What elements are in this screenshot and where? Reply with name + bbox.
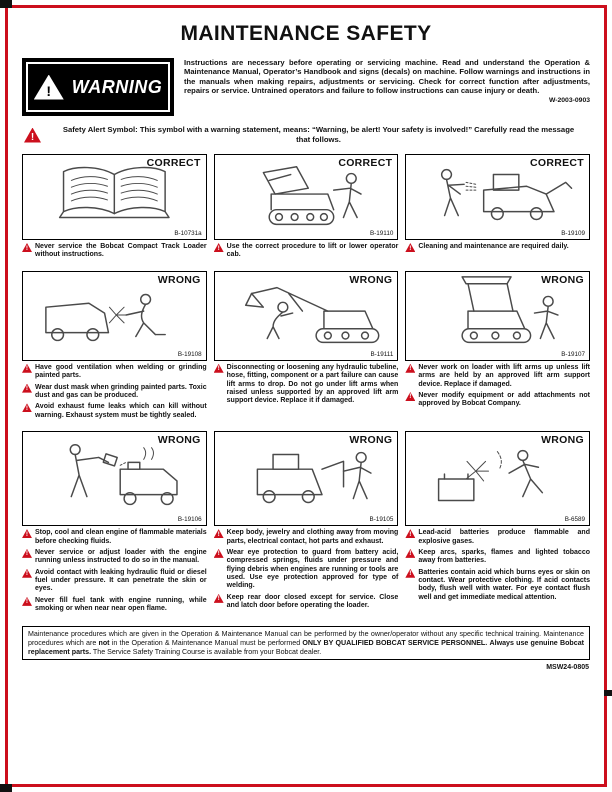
warning-triangle-icon bbox=[214, 529, 224, 538]
safety-note-text: Avoid exhaust fume leaks which can kill without warning. Exhaust system must be tightly sealed. bbox=[35, 403, 207, 419]
safety-alert-text: Safety Alert Symbol: This symbol with a warning statement, means: “Warning, be alert! Your safety is involved!” Carefully read the message that follows. bbox=[62, 125, 575, 144]
safety-note-text: Wear eye protection to guard from battery acid, compressed springs, fluids under pressure and flying debris when engines are running or tools are used. Use eye protection approved for type of welding. bbox=[226, 548, 399, 590]
figure-id: B-19111 bbox=[370, 350, 394, 358]
safety-note bbox=[22, 384, 207, 401]
illustration-box bbox=[405, 431, 590, 526]
warning-triangle-icon bbox=[22, 243, 32, 252]
safety-note-text: Keep arcs, sparks, flames and lighted tobacco away from batteries. bbox=[418, 548, 590, 565]
footer-segment: Always use genuine Bobcat replacement parts. bbox=[28, 638, 584, 656]
safety-note bbox=[214, 529, 399, 546]
status-label: CORRECT bbox=[146, 157, 201, 169]
safety-panel bbox=[405, 154, 590, 260]
safety-note-text: Never work on loader with lift arms up unless lift arms are held by an approved lift arm support device. Replace if damaged. bbox=[418, 363, 590, 388]
illustration-box bbox=[214, 271, 399, 361]
warning-body-text: Instructions are necessary before operating or servicing machine. Read and understand the Operation & Maintenance Manual, Operator’s Handbook and signs (decals) on machine. Follow warnings and instructions in the manuals when making repairs, adjustments or servicing. Check for correct function after adjustments, repairs or service. Untrained operators and failure to follow instructions can cause injury or death. bbox=[184, 58, 590, 96]
status-label: CORRECT bbox=[338, 157, 393, 169]
illustration-box bbox=[22, 431, 207, 526]
illustration-box bbox=[214, 431, 399, 526]
warning-triangle-icon bbox=[405, 549, 415, 558]
safety-note bbox=[405, 243, 590, 252]
illustration-box bbox=[214, 154, 399, 240]
safety-note bbox=[22, 529, 207, 546]
safety-note-text: Lead-acid batteries produce flammable and explosive gases. bbox=[418, 529, 590, 545]
warning-triangle-icon bbox=[405, 529, 415, 538]
safety-panel bbox=[214, 431, 399, 614]
warning-triangle-icon bbox=[214, 594, 224, 603]
warning-triangle-icon bbox=[214, 549, 224, 558]
safety-note bbox=[214, 549, 399, 591]
footer-segment: ONLY BY QUALIFIED BOBCAT SERVICE PERSONNEL. bbox=[302, 638, 488, 647]
warning-triangle-icon bbox=[405, 243, 415, 252]
figure-id: B-6589 bbox=[564, 516, 585, 524]
print-mark bbox=[604, 690, 612, 696]
safety-note bbox=[214, 243, 399, 260]
safety-note bbox=[214, 594, 399, 611]
warning-banner bbox=[22, 58, 590, 116]
print-mark bbox=[0, 784, 12, 792]
illustration-box bbox=[22, 271, 207, 361]
warning-triangle-icon bbox=[22, 384, 32, 393]
warning-triangle-icon bbox=[22, 529, 32, 538]
status-label: WRONG bbox=[157, 434, 201, 447]
illustration-box bbox=[405, 154, 590, 240]
safety-note bbox=[214, 364, 399, 406]
warning-triangle-icon bbox=[22, 597, 32, 606]
warning-triangle-icon bbox=[22, 549, 32, 558]
warning-triangle-icon bbox=[405, 364, 415, 373]
warning-triangle-icon bbox=[405, 569, 415, 578]
safety-note-text: Keep body, jewelry and clothing away from moving parts, electrical contact, hot parts and exhaust. bbox=[226, 529, 399, 545]
page-title: MAINTENANCE SAFETY bbox=[180, 22, 432, 45]
status-label: WRONG bbox=[157, 273, 201, 286]
warning-triangle-icon bbox=[34, 75, 64, 100]
safety-alert-triangle-icon bbox=[24, 128, 41, 143]
document-code: MSW24-0805 bbox=[546, 664, 589, 672]
safety-note bbox=[405, 569, 590, 603]
safety-panel bbox=[214, 271, 399, 420]
status-label: CORRECT bbox=[529, 157, 584, 169]
figure-id: B-19105 bbox=[369, 516, 394, 524]
safety-note-text: Avoid contact with leaking hydraulic fluid or diesel fuel under pressure. It can penetrate the skin or eyes. bbox=[35, 568, 207, 593]
status-label: WRONG bbox=[541, 434, 584, 447]
safety-note bbox=[22, 597, 207, 614]
safety-panel-grid bbox=[22, 154, 590, 625]
footer-segment: in the Operation & Maintenance Manual must be performed bbox=[109, 638, 303, 647]
safety-note-text: Never service or adjust loader with the engine running unless instructed to do so in the manual. bbox=[35, 548, 207, 565]
safety-note-text: Wear dust mask when grinding painted parts. Toxic dust and gas can be produced. bbox=[35, 383, 207, 399]
safety-note bbox=[405, 529, 590, 546]
safety-note-text: Keep rear door closed except for service. Close and latch door before operating the loader. bbox=[226, 593, 399, 610]
warning-triangle-icon bbox=[405, 392, 415, 401]
safety-note bbox=[405, 549, 590, 566]
safety-panel bbox=[22, 271, 207, 420]
warning-triangle-icon bbox=[214, 243, 224, 252]
safety-panel bbox=[22, 154, 207, 260]
safety-note bbox=[22, 243, 207, 260]
figure-id: B-19110 bbox=[369, 230, 394, 237]
safety-panel bbox=[22, 431, 207, 614]
safety-panel bbox=[405, 271, 590, 420]
safety-note bbox=[22, 403, 207, 420]
figure-id: B-19107 bbox=[561, 350, 585, 358]
status-label: WRONG bbox=[541, 273, 584, 286]
warning-triangle-icon bbox=[214, 364, 224, 373]
figure-id: B-10731a bbox=[174, 230, 202, 237]
safety-note bbox=[22, 569, 207, 594]
safety-note bbox=[405, 392, 590, 409]
safety-note-text: Cleaning and maintenance are required daily. bbox=[418, 243, 569, 250]
safety-note bbox=[22, 364, 207, 381]
warning-triangle-icon bbox=[22, 569, 32, 578]
safety-note-text: Stop, cool and clean engine of flammable materials before checking fluids. bbox=[35, 529, 207, 545]
safety-panel bbox=[214, 154, 399, 260]
status-label: WRONG bbox=[349, 273, 393, 286]
print-mark bbox=[0, 0, 12, 8]
figure-id: B-19108 bbox=[177, 350, 202, 358]
footer-segment: The Service Safety Training Course is available from your Bobcat dealer. bbox=[91, 647, 322, 656]
footer-segment: Maintenance procedures which are given in the Operation & Maintenance Manual can be performed by the owner/operator without any specific technical training. Maintenance procedures which are bbox=[28, 629, 584, 647]
safety-note bbox=[22, 549, 207, 566]
warning-triangle-icon bbox=[22, 403, 32, 412]
warning-code: W-2003-0903 bbox=[548, 96, 590, 104]
status-label: WRONG bbox=[349, 434, 393, 447]
illustration-box bbox=[405, 271, 590, 361]
figure-id: B-19109 bbox=[561, 230, 585, 237]
safety-note-text: Never service the Bobcat Compact Track Loader without instructions. bbox=[35, 243, 207, 259]
warning-triangle-icon bbox=[22, 364, 32, 373]
safety-note-text: Use the correct procedure to lift or lower operator cab. bbox=[226, 243, 399, 259]
illustration-box bbox=[22, 154, 207, 240]
safety-panel bbox=[405, 431, 590, 614]
safety-note bbox=[405, 364, 590, 389]
maintenance-note bbox=[22, 626, 590, 661]
footer-segment: not bbox=[98, 638, 110, 647]
safety-note-text: Disconnecting or loosening any hydraulic tubeline, hose, fitting, component or a part failure can cause lift arms to drop. Do not go under lift arms when raised unless supported by an approved lift arm support device. Replace it if damaged. bbox=[226, 363, 399, 405]
safety-note-text: Batteries contain acid which burns eyes or skin on contact. Wear protective clothing. If acid contacts body, flush well with water. For eye contact flush well and get immediate medical attention. bbox=[418, 568, 590, 601]
safety-note-text: Never modify equipment or add attachments not approved by Bobcat Company. bbox=[418, 391, 590, 408]
warning-label: WARNING bbox=[71, 76, 163, 97]
warning-box bbox=[22, 58, 174, 116]
safety-note-text: Have good ventilation when welding or grinding painted parts. bbox=[35, 363, 207, 380]
figure-id: B-19106 bbox=[177, 516, 202, 524]
safety-alert-row bbox=[24, 125, 588, 145]
safety-note-text: Never fill fuel tank with engine running, while smoking or when near near open flame. bbox=[35, 596, 207, 613]
